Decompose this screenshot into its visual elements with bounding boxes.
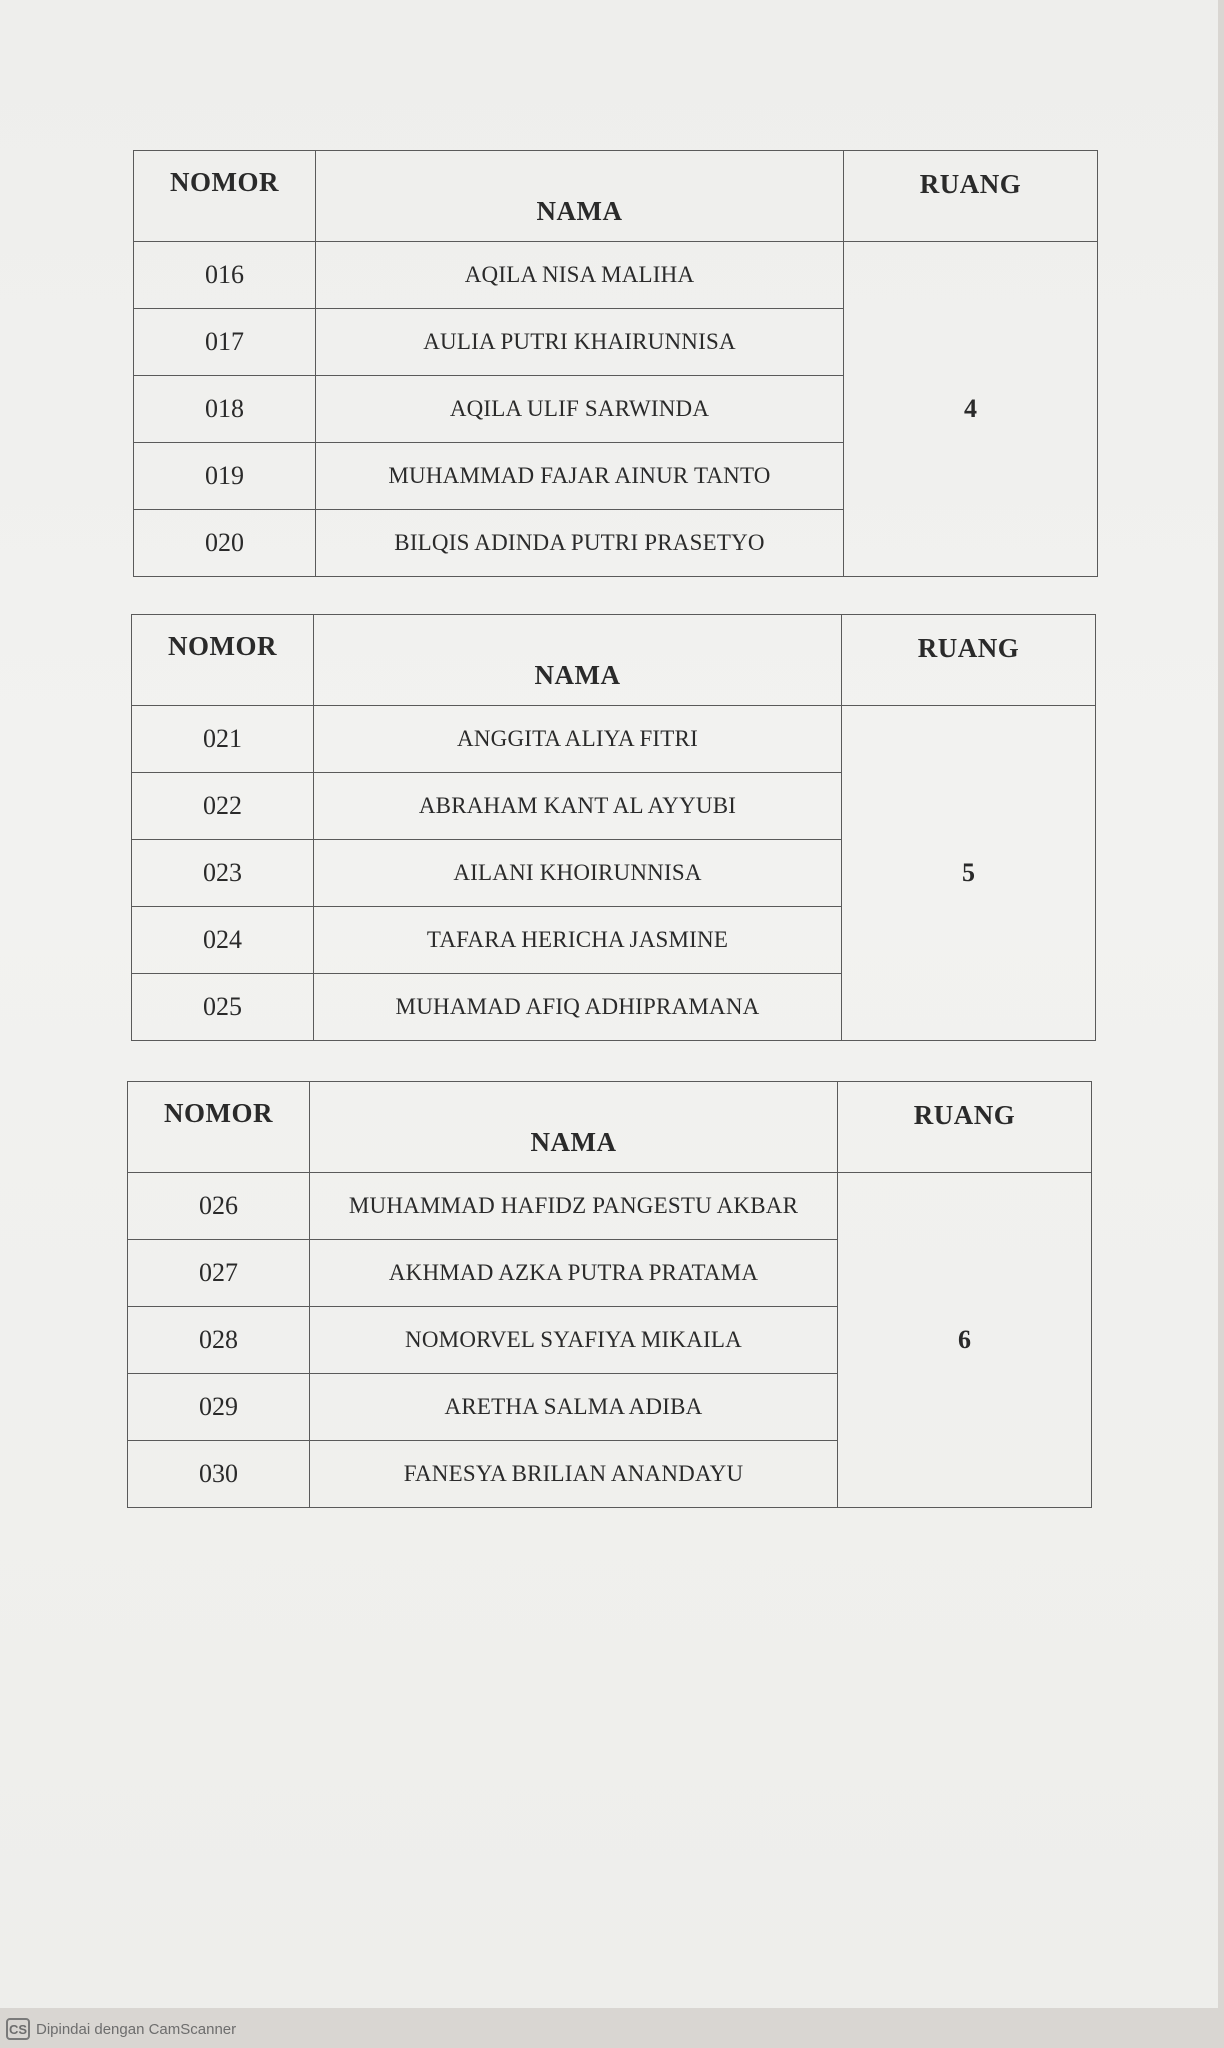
nomor-cell: 027 [128,1240,310,1307]
table-header-row [132,615,1096,706]
nomor-cell: 021 [132,706,314,773]
header-ruang: RUANG [844,151,1098,242]
nama-cell: BILQIS ADINDA PUTRI PRASETYO [316,510,844,577]
room-table-6 [127,1081,1092,1508]
nama-cell: MUHAMMAD FAJAR AINUR TANTO [316,443,844,510]
header-nomor: NOMOR [132,615,314,706]
header-nama: NAMA [310,1082,838,1173]
nama-cell: AKHMAD AZKA PUTRA PRATAMA [310,1240,838,1307]
header-nomor: NOMOR [128,1082,310,1173]
nama-cell: AULIA PUTRI KHAIRUNNISA [316,309,844,376]
table-row [134,242,1098,309]
nomor-cell: 023 [132,840,314,907]
nomor-cell: 030 [128,1441,310,1508]
nama-cell: AQILA NISA MALIHA [316,242,844,309]
nomor-cell: 025 [132,974,314,1041]
nama-cell: TAFARA HERICHA JASMINE [314,907,842,974]
room-table-5 [131,614,1096,1041]
header-nama: NAMA [314,615,842,706]
ruang-cell: 6 [838,1173,1092,1508]
nomor-cell: 028 [128,1307,310,1374]
header-nama: NAMA [316,151,844,242]
nomor-cell: 019 [134,443,316,510]
table-header-row [128,1082,1092,1173]
nomor-cell: 022 [132,773,314,840]
header-ruang: RUANG [838,1082,1092,1173]
header-nomor: NOMOR [134,151,316,242]
nomor-cell: 018 [134,376,316,443]
nama-cell: ARETHA SALMA ADIBA [310,1374,838,1441]
header-ruang: RUANG [842,615,1096,706]
nomor-cell: 029 [128,1374,310,1441]
nomor-cell: 024 [132,907,314,974]
nama-cell: FANESYA BRILIAN ANANDAYU [310,1441,838,1508]
nomor-cell: 016 [134,242,316,309]
nomor-cell: 026 [128,1173,310,1240]
nama-cell: MUHAMAD AFIQ ADHIPRAMANA [314,974,842,1041]
camscanner-logo-icon: CS [6,2018,30,2040]
table-header-row [134,151,1098,242]
table-row [132,706,1096,773]
camscanner-footer [6,2016,236,2042]
nomor-cell: 017 [134,309,316,376]
nama-cell: ABRAHAM KANT AL AYYUBI [314,773,842,840]
nama-cell: ANGGITA ALIYA FITRI [314,706,842,773]
nomor-cell: 020 [134,510,316,577]
nama-cell: AQILA ULIF SARWINDA [316,376,844,443]
table-row [128,1173,1092,1240]
nama-cell: MUHAMMAD HAFIDZ PANGESTU AKBAR [310,1173,838,1240]
room-table-4 [133,150,1098,577]
nama-cell: NOMORVEL SYAFIYA MIKAILA [310,1307,838,1374]
ruang-cell: 5 [842,706,1096,1041]
nama-cell: AILANI KHOIRUNNISA [314,840,842,907]
ruang-cell: 4 [844,242,1098,577]
camscanner-text: Dipindai dengan CamScanner [36,2020,237,2038]
